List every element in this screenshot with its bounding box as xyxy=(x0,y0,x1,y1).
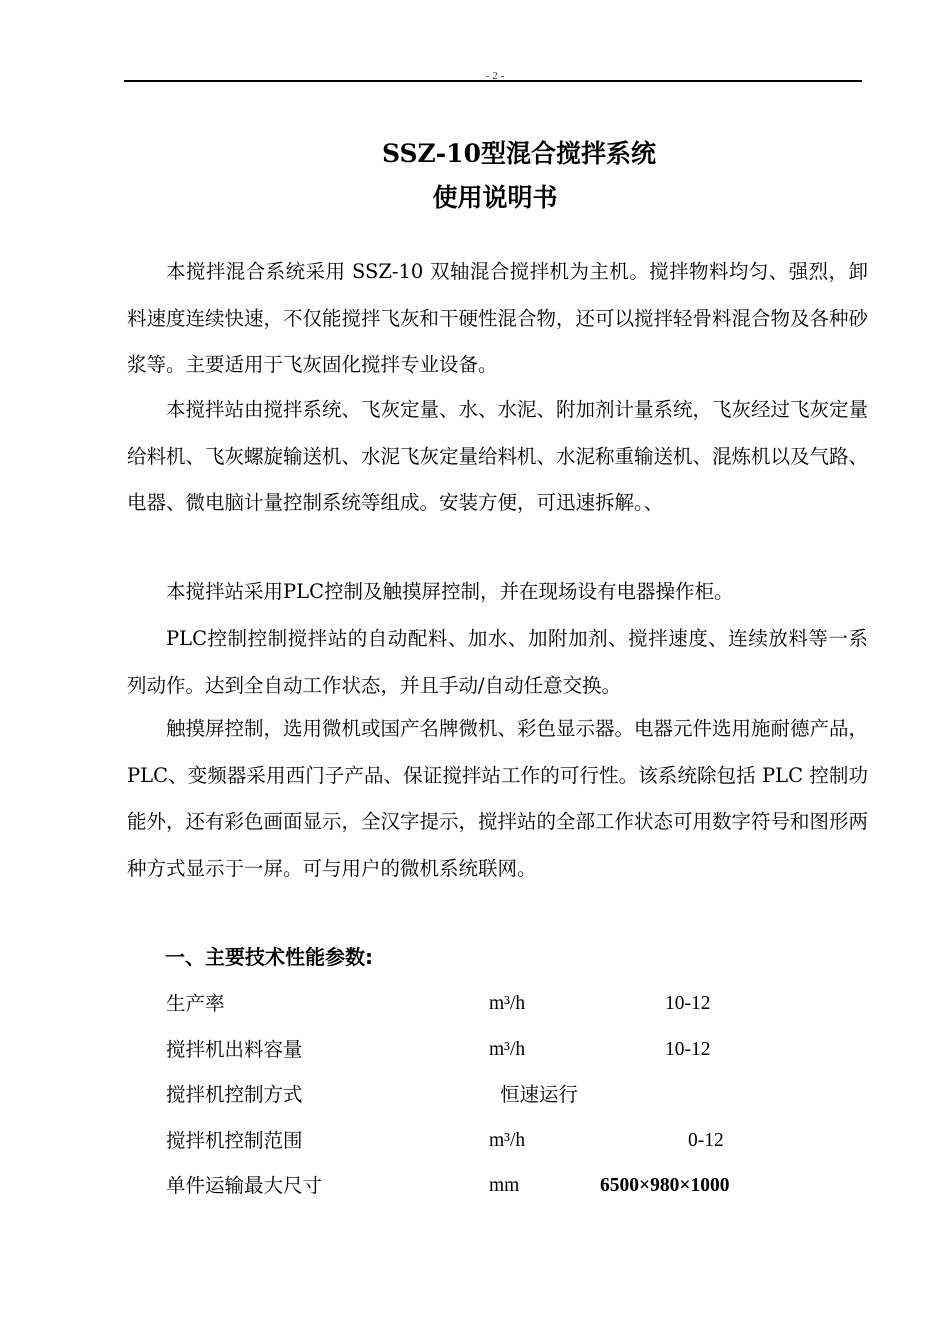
spec-unit: m³/h xyxy=(489,993,526,1014)
spec-row xyxy=(0,1124,950,1158)
header-rule xyxy=(124,80,862,82)
document-subtitle: 使用说明书 xyxy=(432,183,558,212)
document-title: SSZ-10型混合搅拌系统 xyxy=(382,139,656,168)
spec-name: 搅拌机控制方式 xyxy=(166,1083,303,1106)
spec-unit: 恒速运行 xyxy=(500,1083,579,1106)
paragraph-plc-functions: PLC控制控制搅拌站的自动配料、加水、加附加剂、搅拌速度、连续放料等一系列动作。达到全自动工作状态，并且手动/自动任意交换。 xyxy=(127,627,868,697)
section-heading: 一、主要技术性能参数: xyxy=(165,945,373,969)
spec-unit: m³/h xyxy=(489,1130,526,1151)
page-number: - 2 - xyxy=(485,70,505,82)
spec-unit: mm xyxy=(489,1175,520,1196)
spec-value: 6500×980×1000 xyxy=(600,1175,730,1196)
spec-row xyxy=(0,1078,950,1112)
spec-name: 搅拌机出料容量 xyxy=(166,1038,303,1061)
spec-name: 搅拌机控制范围 xyxy=(166,1129,303,1152)
spec-row xyxy=(0,987,950,1021)
spec-name: 生产率 xyxy=(166,992,225,1015)
spec-row xyxy=(0,1033,950,1067)
spec-value: 10-12 xyxy=(665,1039,711,1060)
paragraph-touchscreen: 触摸屏控制，选用微机或国产名牌微机、彩色显示器。电器元件选用施耐德产品，PLC、变频器采用西门子产品、保证搅拌站工作的可行性。该系统除包括 PLC 控制功能外，还有彩色画面显示，全汉字提示，搅拌站的全部工作状态可用数字符号和图形两种方式显示于一屏。可与用户的微机系统联网。 xyxy=(127,717,869,880)
spec-name: 单件运输最大尺寸 xyxy=(166,1174,323,1197)
spec-unit: m³/h xyxy=(489,1039,526,1060)
paragraph-composition: 本搅拌站由搅拌系统、飞灰定量、水、水泥、附加剂计量系统，飞灰经过飞灰定量给料机、飞灰螺旋输送机、水泥飞灰定量给料机、水泥称重输送机、混炼机以及气路、电器、微电脑计量控制系统等组成。安装方便，可迅速拆解。、 xyxy=(127,398,869,514)
spec-row xyxy=(0,1169,950,1203)
paragraph-plc: 本搅拌站采用PLC控制及触摸屏控制，并在现场设有电器操作柜。 xyxy=(166,580,734,603)
spec-value: 0-12 xyxy=(688,1130,724,1151)
paragraph-intro: 本搅拌混合系统采用 SSZ-10 双轴混合搅拌机为主机。搅拌物料均匀、强烈，卸料速度连续快速，不仅能搅拌飞灰和干硬性混合物，还可以搅拌轻骨料混合物及各种砂浆等。主要适用于飞灰固化搅拌专业设备。 xyxy=(127,260,869,376)
spec-value: 10-12 xyxy=(665,993,711,1014)
